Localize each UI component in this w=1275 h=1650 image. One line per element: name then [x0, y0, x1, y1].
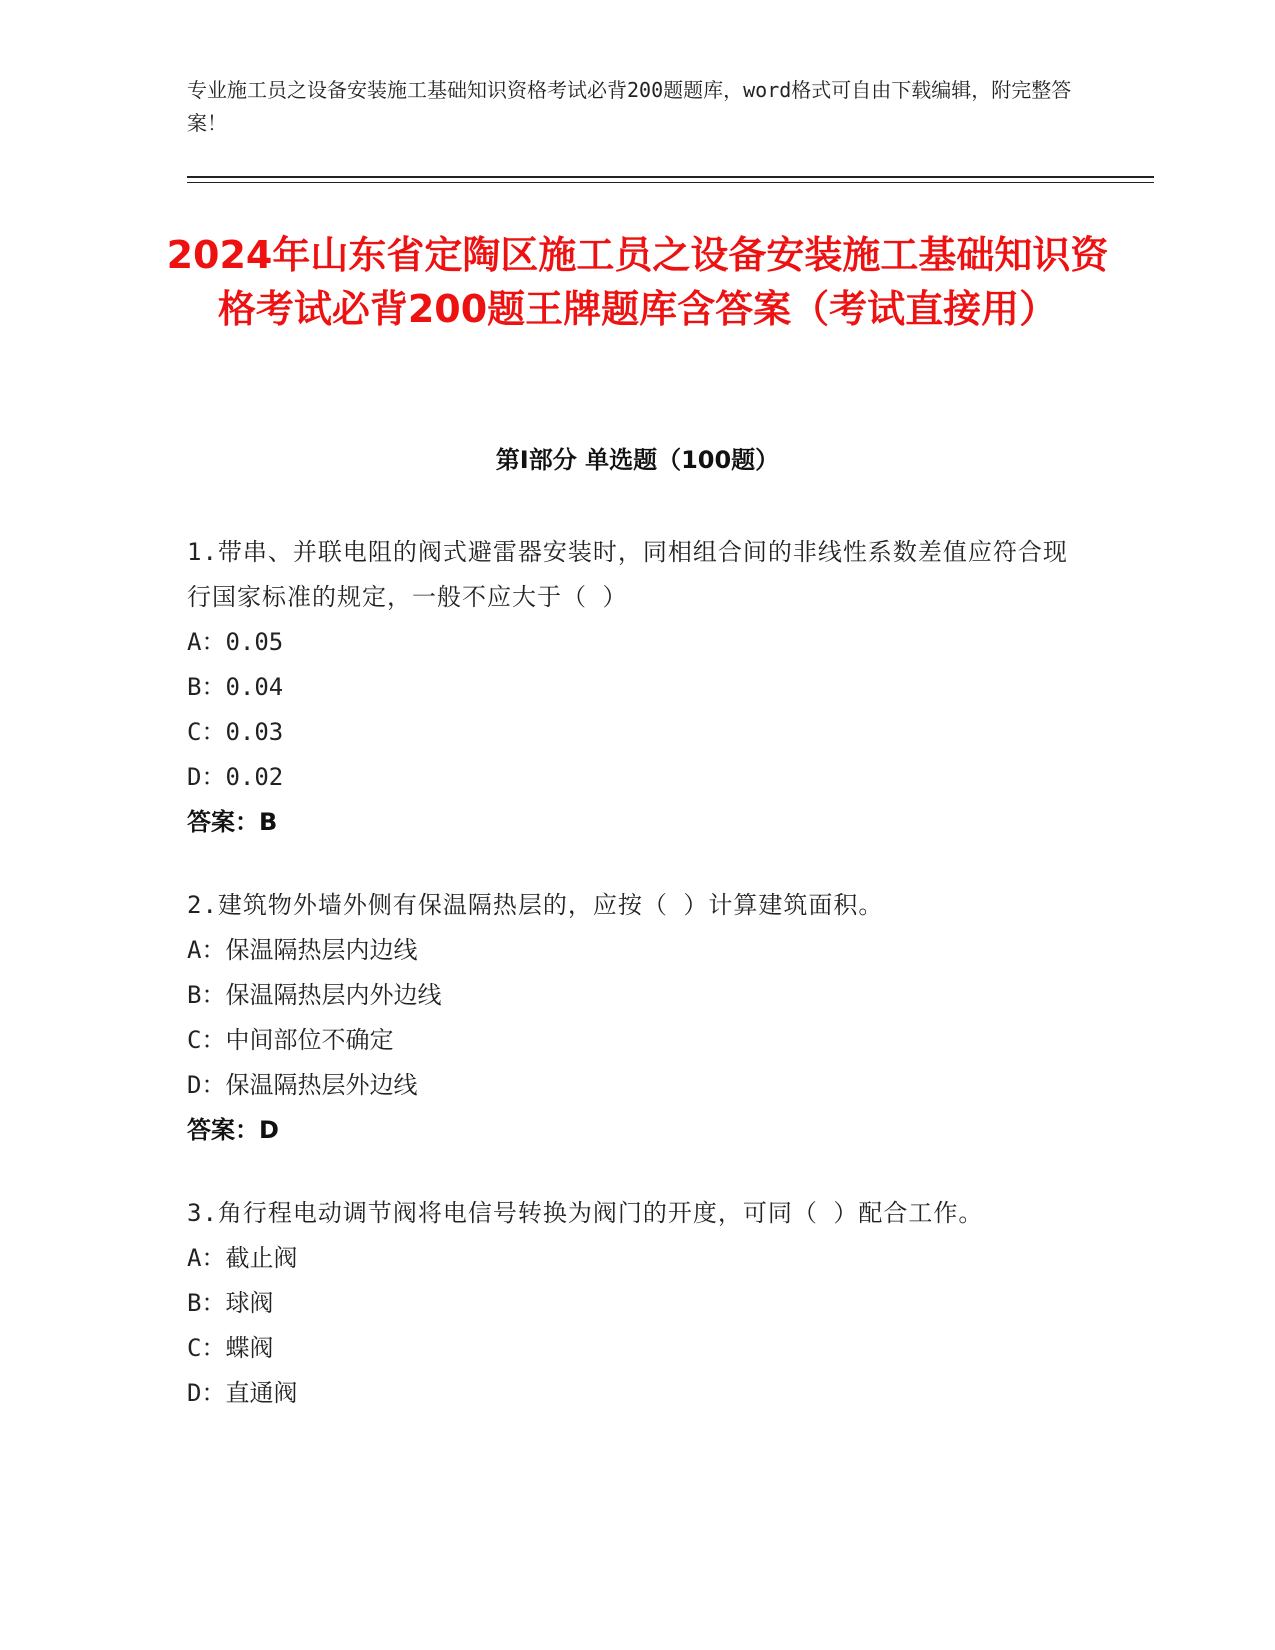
option-a: A：保温隔热层内边线	[187, 936, 418, 964]
answer: 答案：B	[187, 808, 278, 836]
option-b: B：球阀	[187, 1289, 274, 1317]
option-c: C：蝶阀	[187, 1334, 274, 1362]
question-list	[187, 530, 1087, 1454]
header-rule-thick	[187, 176, 1154, 178]
question-stem: 2.建筑物外墙外侧有保温隔热层的，应按（ ）计算建筑面积。	[187, 891, 884, 919]
section-title: 第Ⅰ部分 单选题（100题）	[495, 446, 780, 474]
question-stem: 1.带串、并联电阻的阀式避雷器安装时，同相组合间的非线性系数差值应符合现行国家标准的规定，一般不应大于（ ）	[187, 538, 1068, 611]
option-a: A：截止阀	[187, 1244, 298, 1272]
option-b: B：0.04	[187, 673, 284, 701]
option-b: B：保温隔热层内外边线	[187, 981, 442, 1009]
option-d: D：0.02	[187, 763, 284, 791]
answer: 答案：D	[187, 1116, 279, 1144]
question-3	[187, 1191, 1087, 1416]
option-d: D：直通阀	[187, 1379, 298, 1407]
header-rule-thin	[187, 182, 1154, 183]
question-2	[187, 883, 1087, 1153]
option-d: D：保温隔热层外边线	[187, 1071, 418, 1099]
document-title: 2024年山东省定陶区施工员之设备安装施工基础知识资格考试必背200题王牌题库含答案（考试直接用）	[166, 233, 1109, 331]
question-1	[187, 530, 1087, 845]
option-a: A：0.05	[187, 628, 284, 656]
option-c: C：中间部位不确定	[187, 1026, 394, 1054]
header-note: 专业施工员之设备安装施工基础知识资格考试必背200题题库，word格式可自由下载编辑，附完整答案！	[187, 78, 1072, 135]
question-stem: 3.角行程电动调节阀将电信号转换为阀门的开度，可同（ ）配合工作。	[187, 1199, 984, 1227]
option-c: C：0.03	[187, 718, 284, 746]
